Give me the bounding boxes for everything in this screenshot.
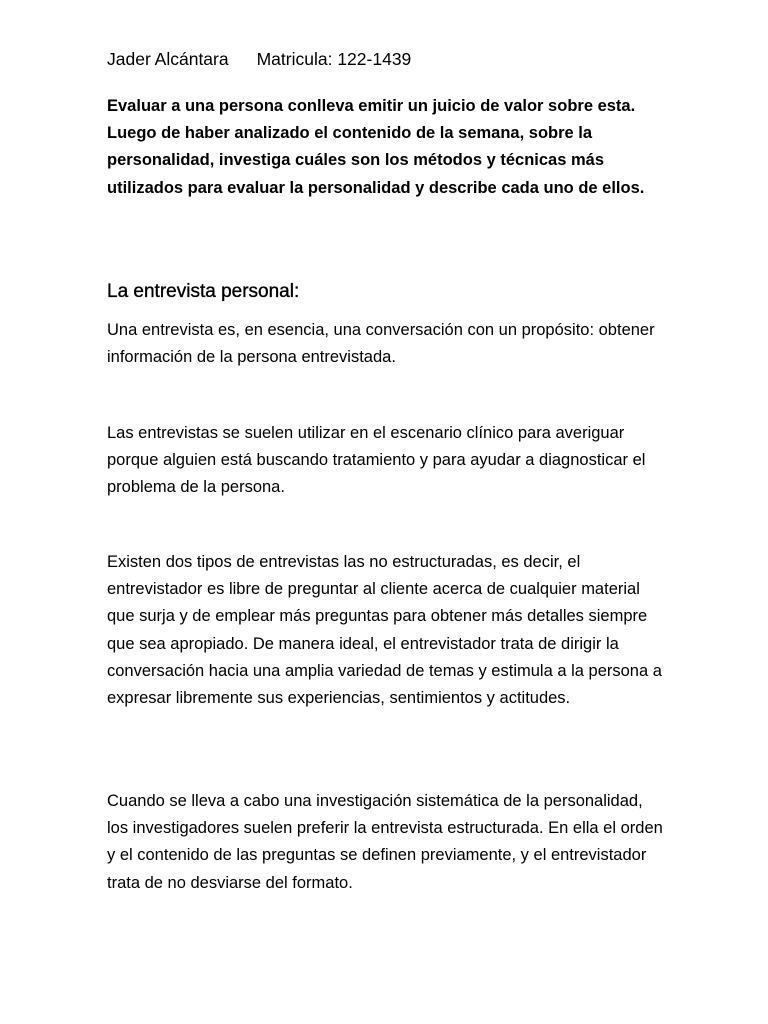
paragraph-definition: Una entrevista es, en esencia, una conversación con un propósito: obtener información de la persona entrevistada. <box>107 321 655 367</box>
document-header <box>107 48 411 70</box>
paragraph-unstructured-interview: Existen dos tipos de entrevistas las no estructuradas, es decir, el entrevistador es libre de preguntar al cliente acerca de cualquier material que surja y de emplear más preguntas para obtener más detalles siempre que sea apropiado. De manera ideal, el entrevistador trata de dirigir la conversación hacia una amplia variedad de temas y estimula a la persona a expresar libremente sus experiencias, sentimientos y actitudes. <box>107 553 662 708</box>
section-heading: La entrevista personal: <box>107 281 300 302</box>
assignment-prompt: Evaluar a una persona conlleva emitir un juicio de valor sobre esta. Luego de haber analizado el contenido de la semana, sobre la personalidad, investiga cuáles son los métodos y técnicas más utilizados para evaluar la personalidad y describe cada uno de ellos. <box>107 97 645 197</box>
paragraph-structured-interview: Cuando se lleva a cabo una investigación sistemática de la personalidad, los investigadores suelen preferir la entrevista estructurada. En ella el orden y el contenido de las preguntas se definen previamente, y el entrevistador trata de no desviarse del formato. <box>107 792 663 892</box>
paragraph-clinical-use: Las entrevistas se suelen utilizar en el escenario clínico para averiguar porque alguien está buscando tratamiento y para ayudar a diagnosticar el problema de la persona. <box>107 424 646 497</box>
student-id: Matricula: 122-1439 <box>256 49 412 69</box>
author-name: Jader Alcántara <box>107 49 229 69</box>
